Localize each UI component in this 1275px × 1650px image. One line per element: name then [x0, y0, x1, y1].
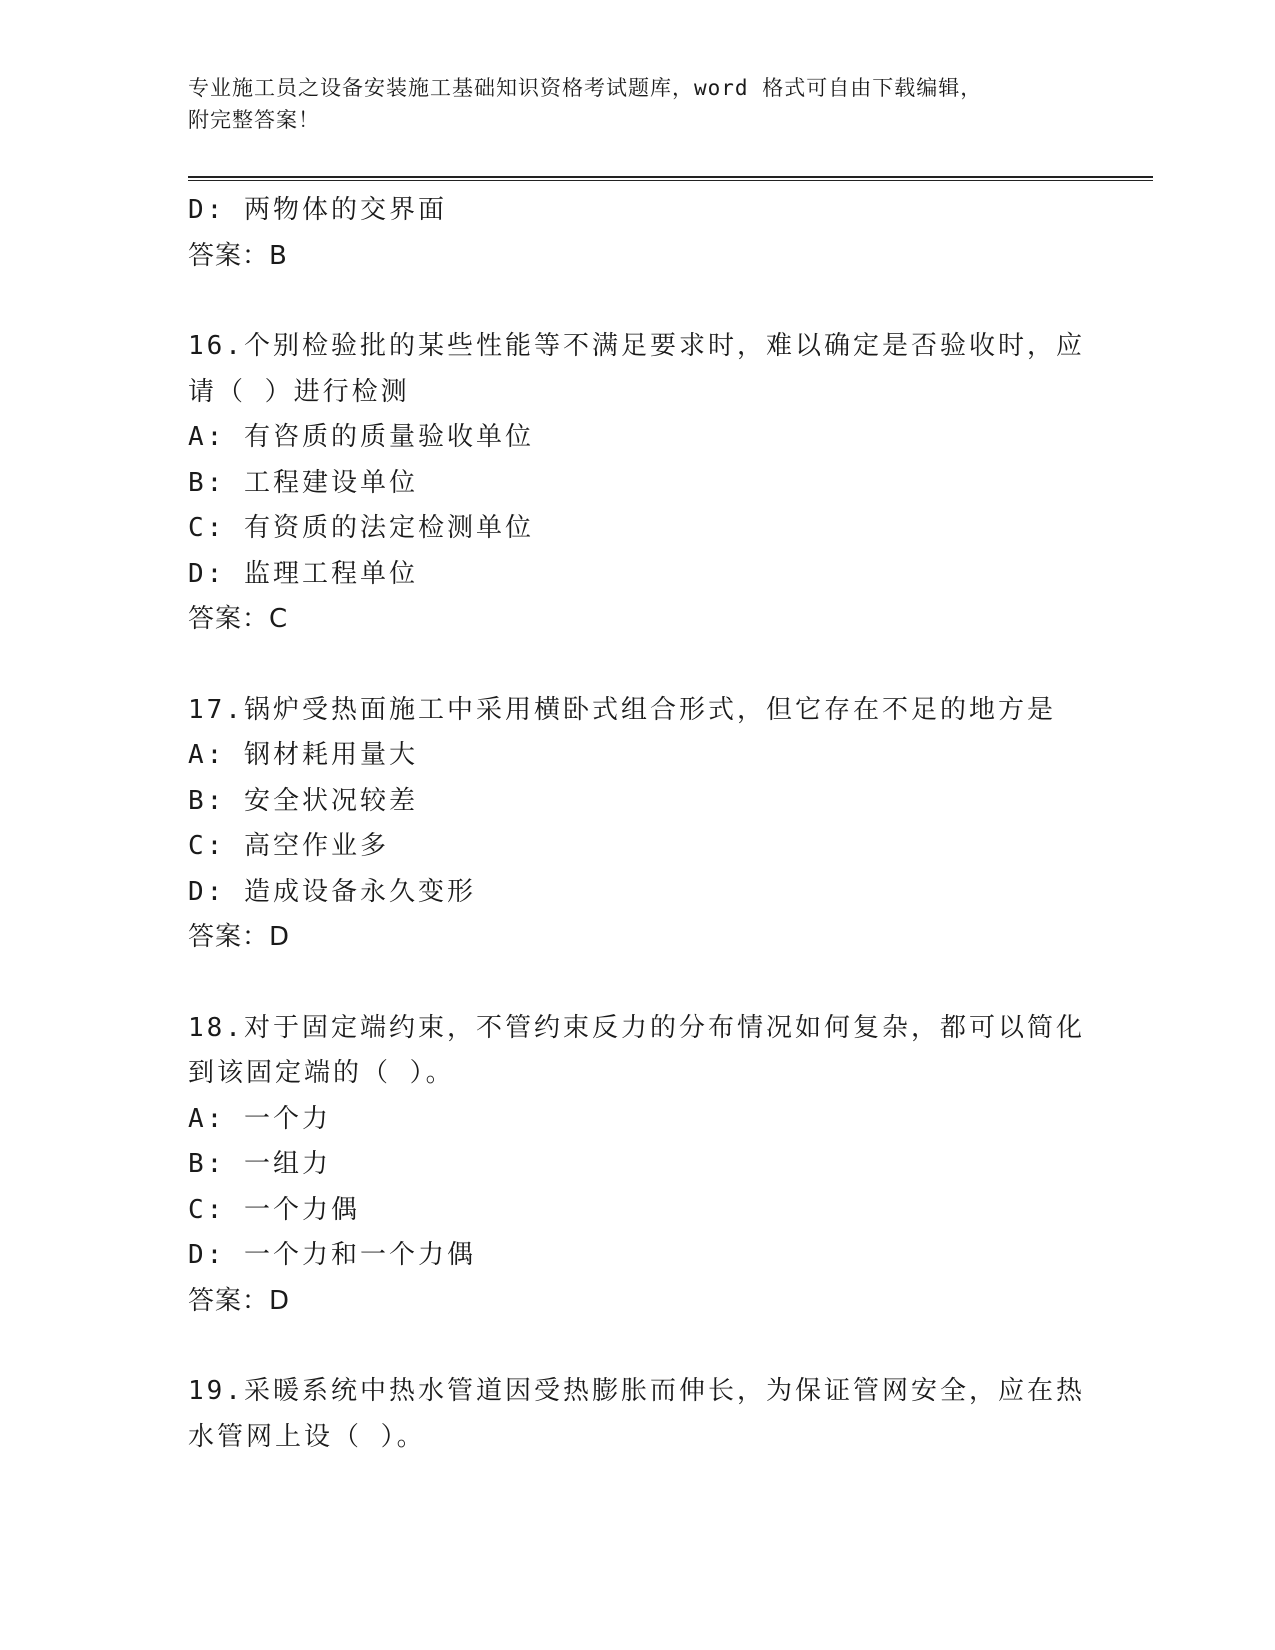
- question-stem-line: 18.对于固定端约束，不管约束反力的分布情况如何复杂，都可以简化: [188, 1012, 1085, 1043]
- document-header: [188, 72, 1088, 136]
- question-19: [188, 1369, 1088, 1460]
- question-17: [188, 688, 1088, 961]
- option-b: B: 安全状况较差: [188, 785, 418, 816]
- question-18: [188, 1006, 1088, 1325]
- question-stem-line: 水管网上设（ ）。: [188, 1421, 426, 1452]
- question-stem-line: 16.个别检验批的某些性能等不满足要求时，难以确定是否验收时，应: [188, 331, 1085, 361]
- q15-answer: 答案：B: [188, 240, 288, 271]
- option-d: D: 造成设备永久变形: [188, 876, 476, 907]
- document-body: [188, 188, 1088, 1460]
- option-a: A: 钢材耗用量大: [188, 740, 418, 770]
- option-d: D: 监理工程单位: [188, 558, 418, 589]
- option-a: A: 有咨质的质量验收单位: [188, 422, 534, 452]
- answer: 答案：C: [188, 604, 289, 634]
- question-16: [188, 324, 1088, 643]
- option-d: D: 一个力和一个力偶: [188, 1240, 476, 1270]
- option-a: A: 一个力: [188, 1103, 331, 1134]
- header-line-1: 专业施工员之设备安装施工基础知识资格考试题库，word 格式可自由下载编辑，: [188, 76, 983, 100]
- answer: 答案：D: [188, 1285, 291, 1316]
- question-stem-line: 请（ ）进行检测: [188, 376, 410, 407]
- question-stem-line: 19.采暖系统中热水管道因受热膨胀而伸长，为保证管网安全，应在热: [188, 1376, 1085, 1406]
- q15-option-d: D: 两物体的交界面: [188, 195, 447, 225]
- option-c: C: 高空作业多: [188, 831, 389, 861]
- header-divider: [188, 176, 1153, 181]
- answer: 答案：D: [188, 922, 291, 952]
- option-c: C: 一个力偶: [188, 1194, 360, 1225]
- option-b: B: 一组力: [188, 1149, 331, 1179]
- option-c: C: 有资质的法定检测单位: [188, 513, 534, 543]
- header-line-2: 附完整答案！: [188, 108, 320, 132]
- question-stem-line: 到该固定端的（ ）。: [188, 1058, 455, 1088]
- question-stem-line: 17.锅炉受热面施工中采用横卧式组合形式，但它存在不足的地方是: [188, 694, 1056, 725]
- option-b: B: 工程建设单位: [188, 467, 418, 498]
